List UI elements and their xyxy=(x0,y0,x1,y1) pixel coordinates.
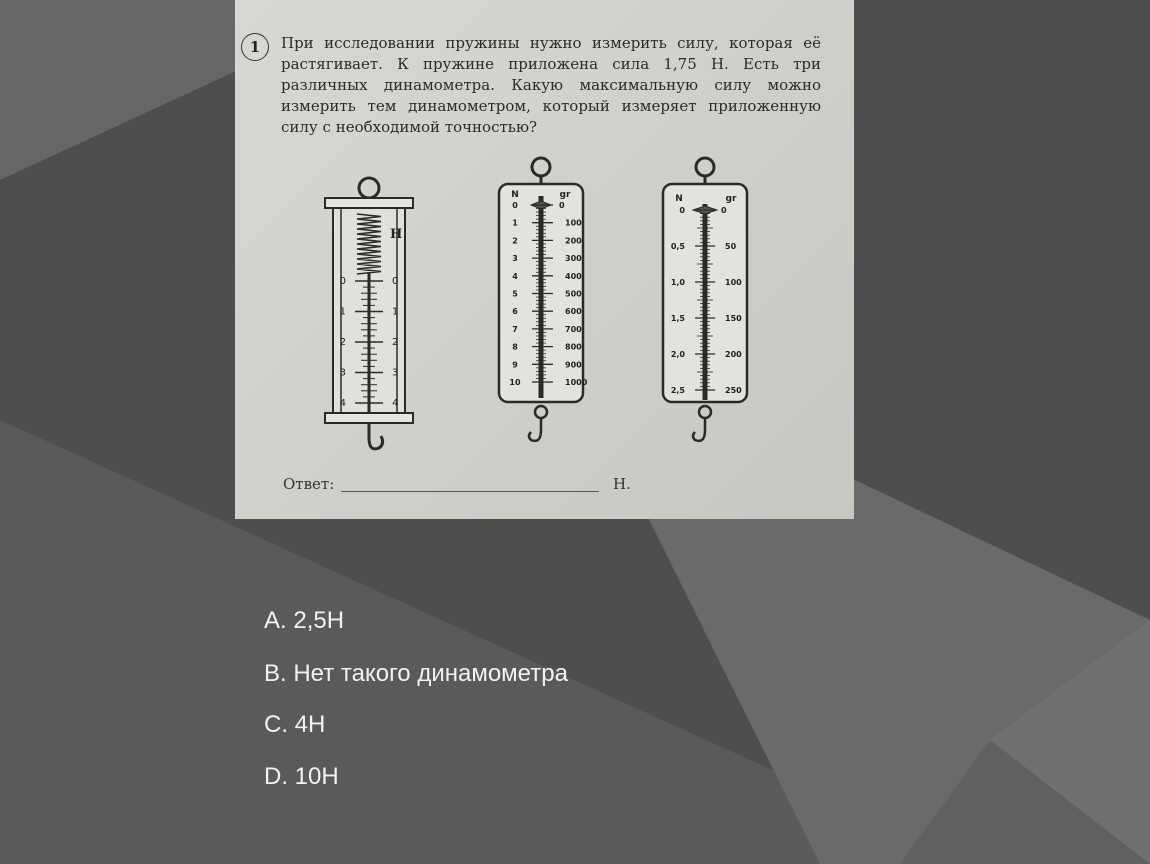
dyn2-label-gr: 100 xyxy=(565,218,582,228)
textbook-photo xyxy=(235,0,854,519)
dyn2-label-gr: 700 xyxy=(565,324,582,334)
dyn2-label-n: 6 xyxy=(512,307,518,317)
dyn2-label-gr: 200 xyxy=(565,236,582,246)
dyn3-label-n: 0 xyxy=(679,206,685,215)
option-d[interactable]: D. 10Н xyxy=(264,763,339,790)
dyn3-label-gr: 100 xyxy=(725,278,742,287)
dyn3-label-gr: 250 xyxy=(725,386,742,395)
dyn3-label-gr: 150 xyxy=(725,314,742,323)
dyn3-label-gr: 0 xyxy=(721,206,727,215)
dyn3-label-n: 2,0 xyxy=(670,350,685,359)
dynamometers-figure xyxy=(235,0,854,519)
dyn1-label-right: 1 xyxy=(392,306,399,318)
dyn2-left-unit: N xyxy=(511,190,519,200)
dyn2-label-n: 10 xyxy=(509,378,521,387)
dyn2-label-n: 1 xyxy=(512,218,518,228)
option-a[interactable]: A. 2,5Н xyxy=(264,607,345,634)
dyn3-label-n: 1,0 xyxy=(670,278,685,287)
answer-line[interactable] xyxy=(341,491,599,492)
dynamometer-3 xyxy=(663,158,747,441)
dynamometer-1 xyxy=(325,178,413,449)
dyn3-right-unit: gr xyxy=(725,194,737,204)
dyn1-label-left: 3 xyxy=(339,367,346,379)
dyn1-label-right: 3 xyxy=(392,367,399,379)
dyn3-label-n: 0,5 xyxy=(670,242,685,251)
dyn2-label-n: 0 xyxy=(512,201,518,210)
answer-unit: Н. xyxy=(613,475,631,493)
dyn1-label-left: 0 xyxy=(339,276,346,287)
dyn2-label-n: 8 xyxy=(512,342,518,352)
option-b[interactable]: B. Нет такого динамометра xyxy=(264,660,568,687)
dyn2-label-gr: 300 xyxy=(565,254,582,264)
dyn3-label-gr: 200 xyxy=(725,350,742,359)
dyn1-unit-label: Н xyxy=(390,227,403,242)
dyn3-label-gr: 50 xyxy=(725,242,737,251)
question-number: 1 xyxy=(241,33,269,61)
dyn2-label-n: 4 xyxy=(512,271,518,281)
dyn3-label-n: 1,5 xyxy=(670,314,685,323)
dyn2-label-gr: 0 xyxy=(559,201,565,210)
question-text: При исследовании пружины нужно измерить силу, которая её растягивает. К пружине приложена сила 1,75 Н. Есть три различных динамометра. Какую максимальную силу можно измерить тем динамометром, который измеряет приложенную силу с необходимой точностью? xyxy=(281,34,821,136)
dyn2-label-gr: 500 xyxy=(565,289,582,299)
dyn2-label-n: 7 xyxy=(512,324,518,334)
dyn2-label-n: 9 xyxy=(512,360,518,370)
dyn1-label-left: 4 xyxy=(339,398,346,409)
dyn1-label-right: 4 xyxy=(392,398,399,409)
dyn3-label-n: 2,5 xyxy=(670,386,685,395)
answer-label: Ответ: xyxy=(283,475,335,493)
dyn1-label-right: 2 xyxy=(392,337,399,348)
dyn2-right-unit: gr xyxy=(559,190,571,200)
dyn1-label-right: 0 xyxy=(392,276,399,287)
dyn2-label-n: 5 xyxy=(512,289,518,299)
dyn2-label-n: 3 xyxy=(512,254,518,264)
dyn1-label-left: 2 xyxy=(339,337,346,348)
option-c[interactable]: C. 4Н xyxy=(264,711,326,738)
dyn2-label-n: 2 xyxy=(512,236,518,246)
dynamometer-2 xyxy=(499,158,588,441)
dyn3-left-unit: N xyxy=(675,194,683,204)
dyn2-label-gr: 1000 xyxy=(565,378,588,387)
dyn2-label-gr: 900 xyxy=(565,360,582,370)
dyn1-label-left: 1 xyxy=(339,306,346,318)
dyn2-label-gr: 600 xyxy=(565,307,582,317)
dyn2-label-gr: 400 xyxy=(565,271,582,281)
dyn2-label-gr: 800 xyxy=(565,342,582,352)
